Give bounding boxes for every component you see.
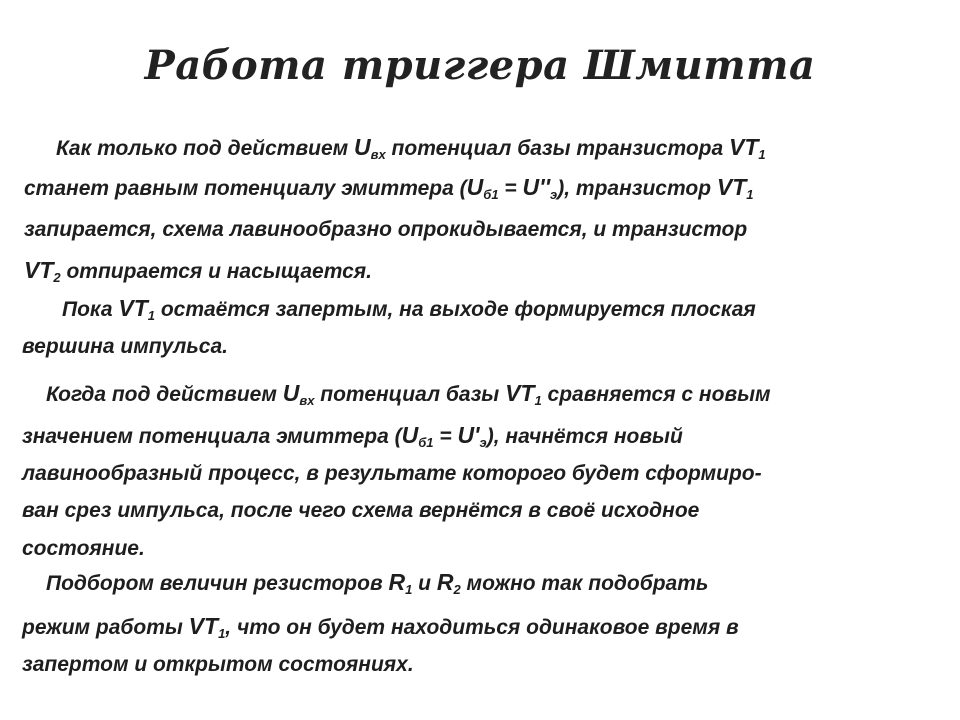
text-fragment: отпирается и насыщается. <box>60 260 372 283</box>
text-fragment: VT <box>118 295 148 321</box>
subscript: 1 <box>405 582 413 597</box>
line-12 <box>46 569 708 596</box>
text-fragment: запертом и открытом состояниях. <box>22 653 414 676</box>
text-fragment: ван срез импульса, после чего схема вернётся в своё исходное <box>22 499 700 522</box>
text-fragment: = <box>498 177 523 200</box>
text-fragment: VT <box>505 380 535 406</box>
text-fragment: Пока <box>62 298 119 321</box>
text-fragment: запирается, схема лавинообразно опрокидывается, и транзистор <box>24 218 748 241</box>
subscript: 1 <box>534 393 542 408</box>
line-7 <box>46 380 771 407</box>
text-fragment: станет равным потенциалу эмиттера ( <box>24 177 467 200</box>
line-3 <box>24 218 747 242</box>
line-6 <box>22 335 228 359</box>
text-fragment: U <box>282 380 300 406</box>
text-fragment: U <box>401 422 419 448</box>
text-fragment: VT <box>716 174 747 200</box>
subscript: 2 <box>53 270 61 285</box>
text-fragment: состояние. <box>22 537 145 560</box>
text-fragment: остаётся запертым, на выходе формируется плоская <box>154 298 756 321</box>
text-fragment: U'' <box>522 174 551 200</box>
text-fragment: можно так подобрать <box>460 572 709 595</box>
line-14 <box>22 653 414 677</box>
subscript: 1 <box>746 187 754 202</box>
text-fragment: Как только под действием <box>56 137 354 160</box>
text-fragment: ), начнётся новый <box>486 425 683 448</box>
text-fragment: VT <box>24 257 54 283</box>
text-fragment: потенциал базы <box>314 383 506 406</box>
text-fragment: = <box>433 425 458 448</box>
text-fragment: лавинообразный процесс, в результате которого будет сформиро- <box>22 462 762 485</box>
line-10 <box>22 499 699 523</box>
text-fragment: VT <box>188 613 219 639</box>
subscript: 1 <box>218 626 226 641</box>
text-fragment: VT <box>729 134 759 160</box>
line-2 <box>24 174 754 201</box>
text-fragment: U <box>466 174 484 200</box>
line-13 <box>22 613 739 640</box>
text-fragment: R <box>436 569 454 595</box>
text-fragment: , что он будет находиться одинаковое время в <box>225 616 739 639</box>
subscript: э <box>550 187 558 202</box>
subscript: 1 <box>147 308 155 323</box>
text-fragment: сравняется с новым <box>541 383 771 406</box>
line-11 <box>22 537 145 561</box>
text-fragment: Подбором величин резисторов <box>46 572 389 595</box>
line-9 <box>22 462 762 486</box>
subscript: вх <box>370 147 386 162</box>
subscript: 1 <box>758 147 766 162</box>
line-8 <box>22 422 683 449</box>
subscript: вх <box>299 393 315 408</box>
line-5 <box>62 295 756 322</box>
subscript: б1 <box>418 435 434 450</box>
subscript: б1 <box>483 187 499 202</box>
text-fragment: U <box>354 134 371 160</box>
text-fragment: режим работы <box>22 616 189 639</box>
page-title: Работа триггера Шмитта <box>144 42 816 89</box>
text-fragment: R <box>388 569 406 595</box>
subscript: 2 <box>453 582 461 597</box>
text-fragment: значением потенциала эмиттера ( <box>22 425 402 448</box>
text-fragment: Когда под действием <box>46 383 283 406</box>
text-fragment: вершина импульса. <box>22 335 228 358</box>
text-fragment: и <box>412 572 437 595</box>
line-4 <box>24 257 372 284</box>
text-fragment: потенциал базы транзистора <box>385 137 730 160</box>
subscript: э <box>479 435 487 450</box>
text-fragment: ), транзистор <box>557 177 717 200</box>
line-1 <box>56 134 766 161</box>
text-fragment: U' <box>457 422 480 448</box>
